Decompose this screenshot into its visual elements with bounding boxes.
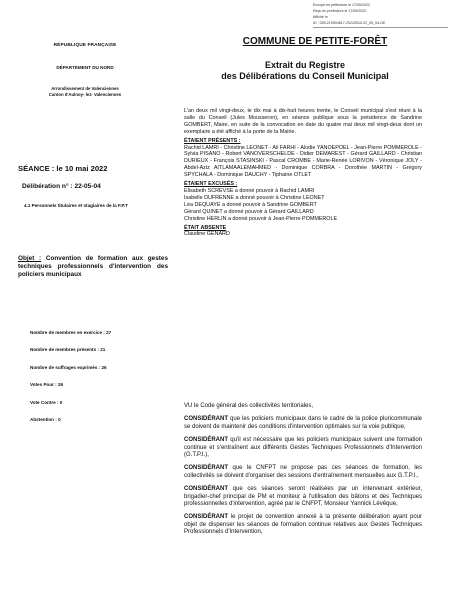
considerant-keyword: CONSIDÉRANT [184,416,229,423]
deliberation-category: 4.1 Personnels titulaires et stagiaires de la F.P.T [24,203,129,208]
extrait-line-1: Extrait du Registre [264,60,346,70]
count-present: Nombre de membres présents : 21 [30,347,106,353]
stamp-line: ID : 059-215904617-20220510-22_05_04-DE [313,21,386,25]
excuse-item: Christine HERLIN a donné pouvoir à Jean-Pierre POMMEROLE [184,215,338,222]
considerant-paragraph [184,437,422,459]
considerant-paragraph [184,465,422,480]
excuses-section [184,181,422,222]
considerant-keyword: CONSIDÉRANT [184,486,229,493]
considerant-keyword: CONSIDÉRANT [184,437,229,444]
commune-title: COMMUNE DE PETITE-FORÊT [242,36,388,47]
extrait-title [170,60,440,82]
absente-name: Claudine GENARD [184,231,230,238]
considerant-keyword: CONSIDÉRANT [184,514,229,521]
count-contre: Vote Contre : 0 [30,399,63,405]
republic-header: RÉPUBLIQUE FRANÇAISE [53,43,117,48]
considerant-text: que ces séances seront réalisées par un intervenant extérieur, brigadier-chef principal de PM et moniteur à l'utilisation des bâtons et des Techniques professionnelles d'intervention, agréé par le CNFPT, Monsieur Yannick Lévêque, [184,486,422,508]
deliberation-number: Délibération n° : 22-05-04 [22,183,101,190]
considerants-block [184,403,422,543]
presents-heading: ÉTAIENT PRÉSENTS : [184,137,241,144]
attendance-block [184,108,422,238]
arrondissement-line: Arrondissement de Valenciennes [51,86,119,91]
count-members: Nombre de membres en exercice : 27 [30,330,112,335]
transmission-stamp [313,2,448,28]
objet-block [18,255,168,279]
count-abstention: Abstention : 0 [30,417,61,423]
department-header: DÉPARTEMENT DU NORD [56,65,114,70]
vu-paragraph: VU le Code général des collectivités territoriales, [184,403,314,409]
considerant-paragraph [184,416,422,431]
stamp-line: Envoyé en préfecture le 17/05/2022 [313,3,370,7]
excuses-heading: ÉTAIENT EXCUSÉS : [184,181,238,188]
excuse-item: Gérard QUINET a donné pouvoir à Gérard GAILLARD [184,208,314,215]
absente-heading: ÉTAIT ABSENTE [184,224,227,231]
considerant-paragraph [184,514,422,536]
stamp-line: Reçu en préfecture le 17/05/2022 [313,9,367,13]
excuse-item: Léa DEQUAYE a donné pouvoir à Sandrine GOMBERT [184,201,317,208]
excuse-item: Elisabeth SCREVSE a donné pouvoir à Rachid LAMRI [184,187,315,194]
considerant-text: le projet de convention annexé à la présente délibération ayant pour objet de dispenser les séances de formation continue relatives aux Gestes Techniques Professionnels d'Intervention, [184,514,422,536]
intro-paragraph: L'an deux mil vingt-deux, le dix mai à dix-huit heures trente, le Conseil municipal s'est réuni à la salle du Conseil (Jules Mousseron), en séance publique sous la présidence de Sandrine GOMBERT, Maire, en suite de la convocation en date du quatre mai deux mil vingt-deux dont un exemplaire a été affiché à la porte de la Mairie. [184,108,422,135]
seance-date: SÉANCE : le 10 mai 2022 [18,164,108,173]
considerant-text: qu'il est nécessaire que les policiers municipaux suivent une formation continue et s'entraînent aux différents Gestes Techniques Professionnels d'Intervention (G.T.P.I.), [184,437,423,459]
considerant-keyword: CONSIDÉRANT [184,465,229,472]
considerant-text: que les policiers municipaux dans le cadre de la police pluricommunale se doivent de maintenir des conditions d'intervention optimales sur la voie publique, [184,416,422,430]
stamp-divider [313,27,448,28]
vote-counts [30,324,111,428]
absente-section [184,225,422,239]
presents-list: Rachid LAMRI - Christine LEONET - Ali FARHI - Alodie YANOEPOEL - Jean-Pierre POMMEROLE - Sylvia PISANO - Robert VANOVERSCHELDE - Didier DEMAREST - Gérard GAILLARD - Christian DURIEUX - François STASINSKI - Pascal CROMBE - Marie-Renée LORIVON - Véronique JOLY - Abdel-Aziz AITLAMAALEMAHMED - Dominique CORBRA - Dorothée MARTIN - Grégory SPYCHALA - Dominique DAUCHY - Tiphaine OTLET [184,144,422,179]
stamp-line: Affiché le [313,15,328,19]
presents-section [184,138,422,179]
count-pour: Votes Pour : 26 [30,382,64,388]
objet-label: Objet : [18,255,42,262]
canton-line: Canton d'Aulnoy- lez- Valenciennes [48,92,122,97]
extrait-line-2: des Délibérations du Conseil Municipal [221,71,389,81]
objet-text: Convention de formation aux gestes techniques professionnels d'intervention des policiers municipaux [18,255,168,278]
arrondissement-header [30,86,140,98]
excuse-item: Isabelle DUFRENNE a donné pouvoir à Christine LEONET [184,194,325,201]
count-suffrages: Nombre de suffrages exprimés : 26 [30,364,107,370]
considerant-text: que le CNFPT ne propose pas ces séances de formation, les collectivités se doivent d'organiser des sessions d'entraînement mensuelles aux G.T.P.I., [184,465,423,479]
considerant-paragraph [184,486,422,508]
